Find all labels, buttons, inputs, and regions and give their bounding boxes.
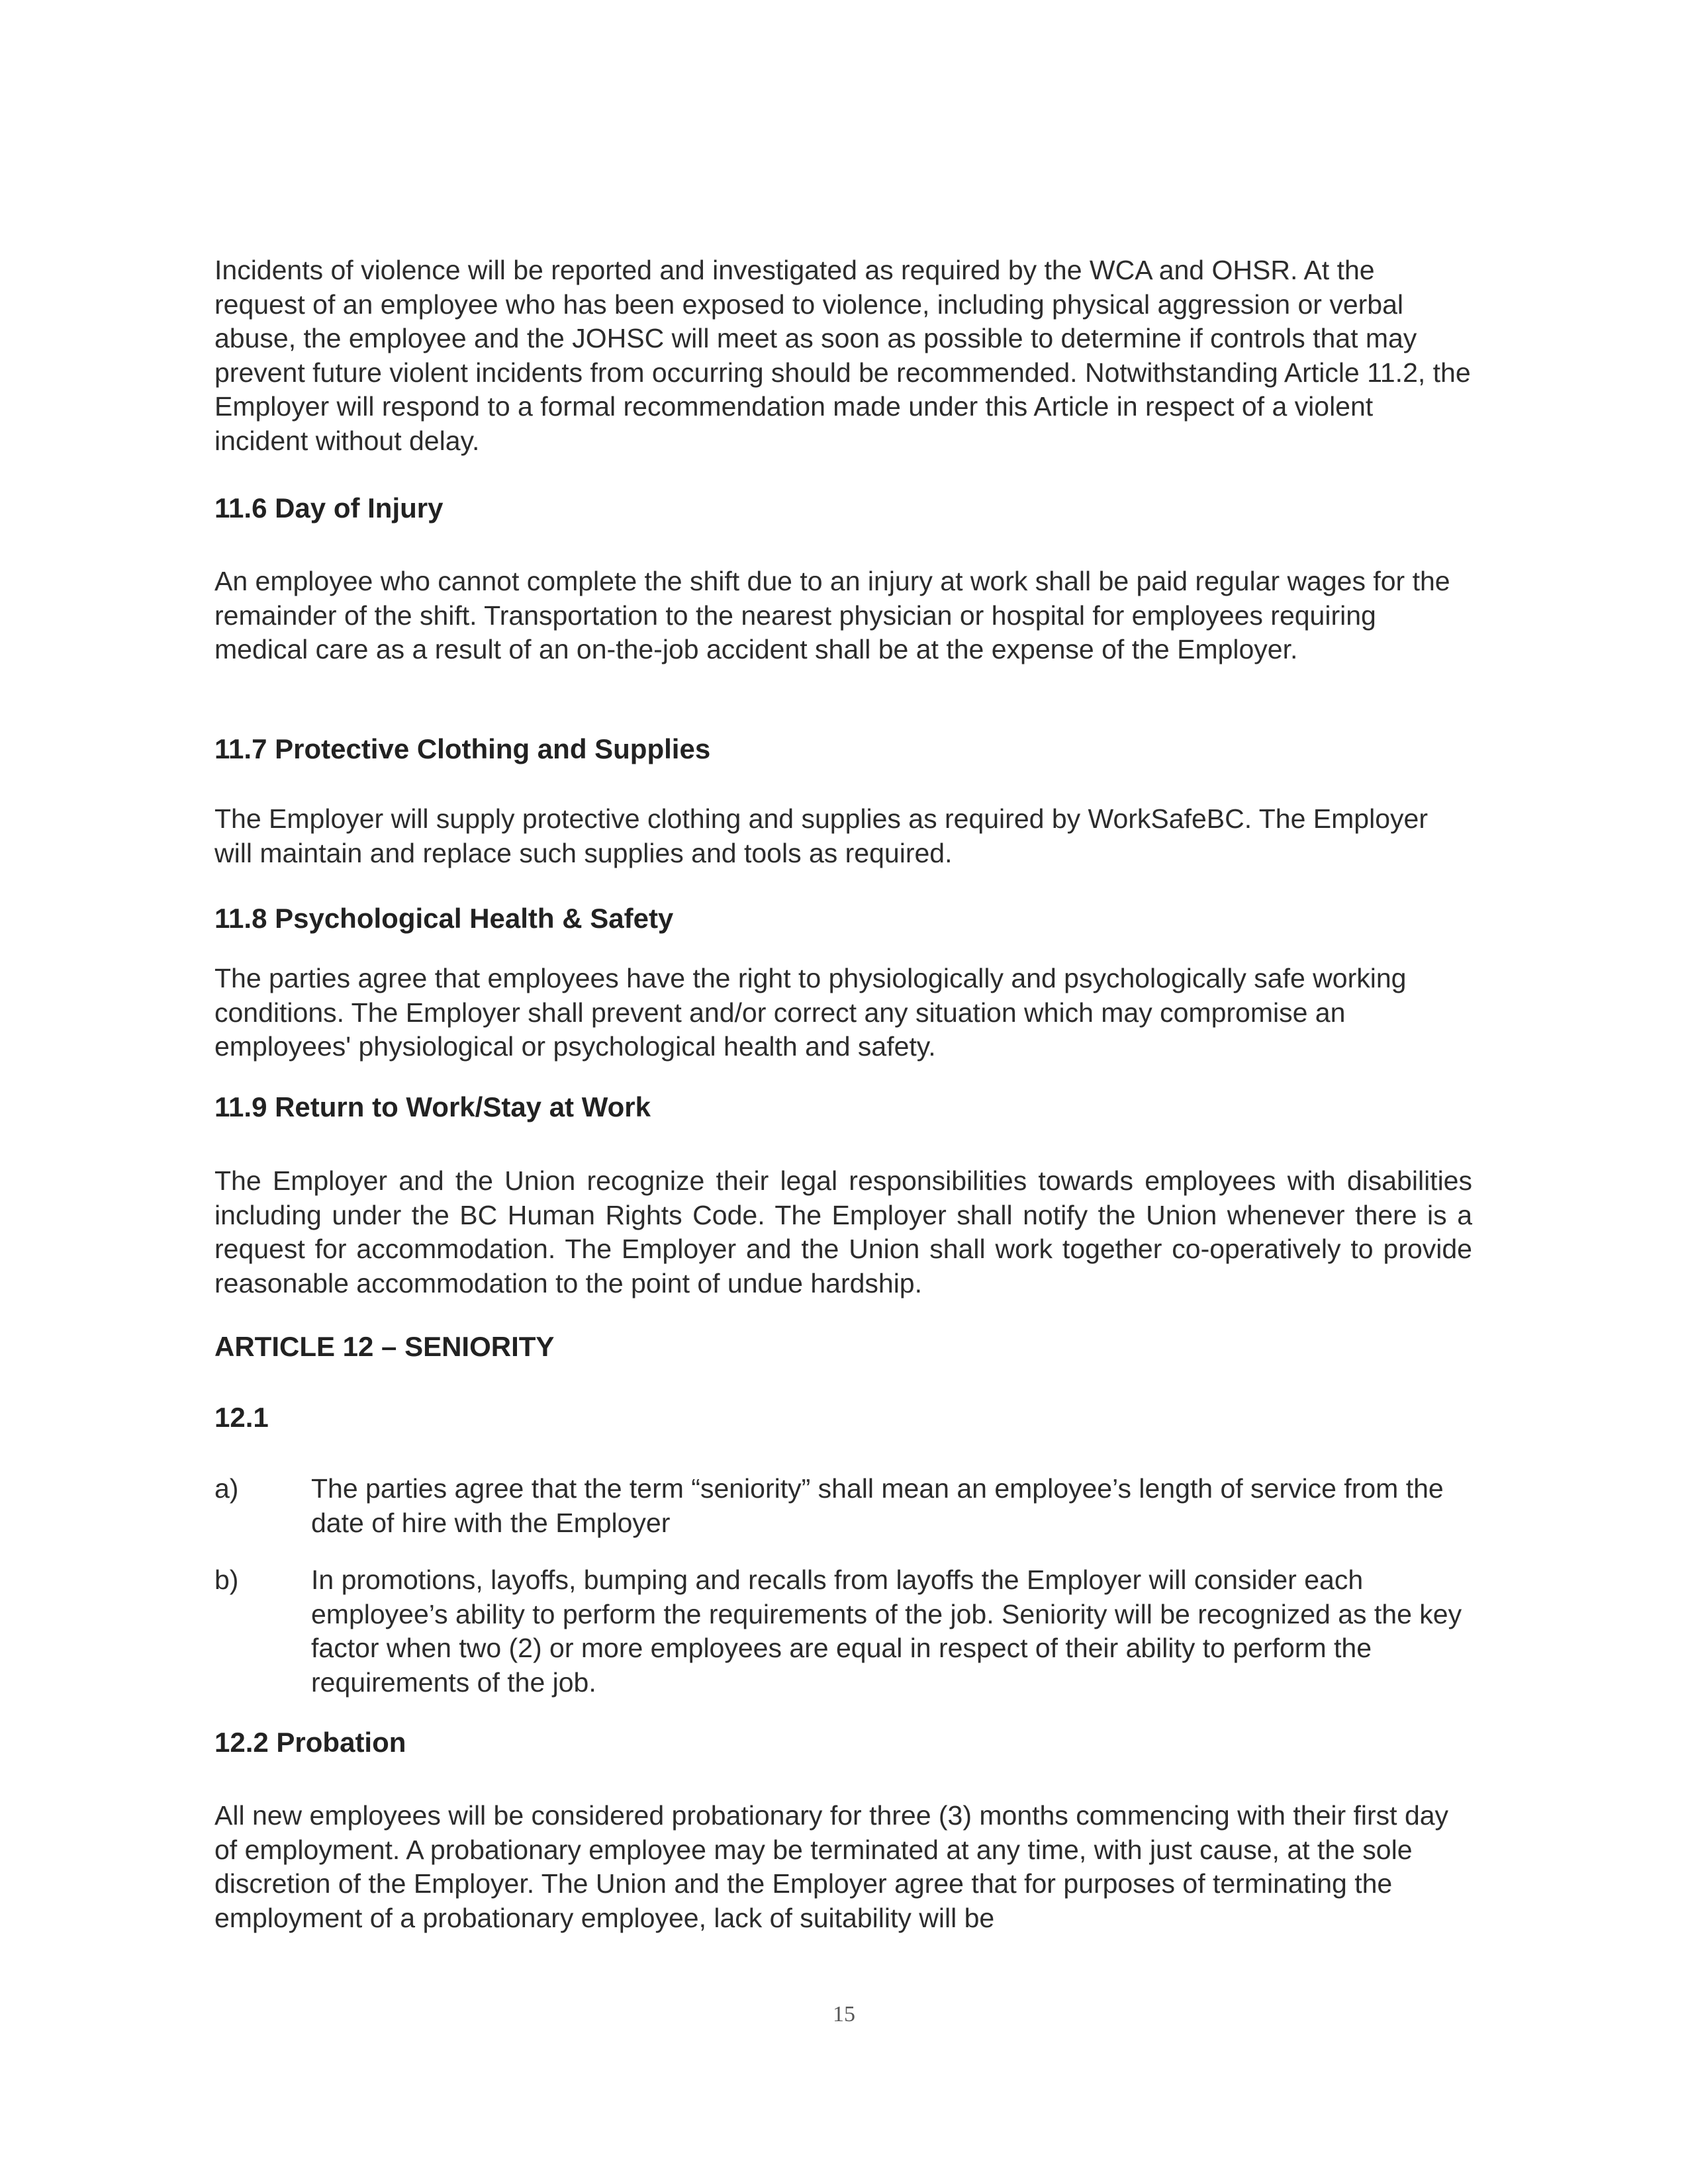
- section-11-8-heading: 11.8 Psychological Health & Safety: [214, 903, 674, 934]
- section-12-1-heading: 12.1: [214, 1402, 269, 1433]
- list-marker-a: a): [214, 1473, 239, 1504]
- section-11-7-heading: 11.7 Protective Clothing and Supplies: [214, 733, 711, 764]
- list-text-a: The parties agree that the term “seniority” shall mean an employee’s length of service from the date of hire with the Employer: [311, 1473, 1444, 1538]
- section-12-2-heading: 12.2 Probation: [214, 1727, 406, 1758]
- section-11-6-heading-block: [214, 492, 1472, 525]
- section-11-9-body: The Employer and the Union recognize their legal responsibilities towards employees with disabilities including under the BC Human Rights Code. The Employer shall notify the Union whenever there is a request for accommodation. The Employer and the Union shall work together co-operatively to provide reasonable accommodation to the point of undue hardship.: [214, 1165, 1472, 1298]
- section-11-8-heading-block: [214, 902, 1472, 935]
- section-11-8-body-block: [214, 962, 1472, 1064]
- section-12-2-body-block: [214, 1799, 1472, 1935]
- article-12-heading: ARTICLE 12 – SENIORITY: [214, 1331, 555, 1362]
- section-12-2-heading-block: [214, 1726, 1472, 1759]
- section-12-2-body: All new employees will be considered probationary for three (3) months commencing with their first day of employment. A probationary employee may be terminated at any time, with just cause, at the sole discretion of the Employer. The Union and the Employer agree that for purposes of terminating the employment of a probationary employee, lack of suitability will be: [214, 1800, 1449, 1933]
- section-11-9-heading-block: [214, 1091, 1472, 1124]
- section-11-7-body: The Employer will supply protective clothing and supplies as required by WorkSafeBC. The Employer will maintain and replace such supplies and tools as required.: [214, 803, 1428, 868]
- section-11-8-body: The parties agree that employees have the right to physiologically and psychologically safe working conditions. The Employer shall prevent and/or correct any situation which may compromise an employees' physiological or psychological health and safety.: [214, 963, 1407, 1062]
- section-12-1-heading-block: [214, 1401, 1472, 1434]
- section-11-6-body-block: [214, 565, 1472, 667]
- intro-paragraph-block: [214, 253, 1472, 458]
- list-text-b: In promotions, layoffs, bumping and recalls from layoffs the Employer will consider each employee’s ability to perform the requirements of the job. Seniority will be recognized as the key factor when two (2) or more employees are equal in respect of their ability to perform the requirements of the job.: [311, 1565, 1462, 1698]
- section-11-6-heading: 11.6 Day of Injury: [214, 492, 444, 523]
- section-11-9-body-block: [214, 1164, 1472, 1300]
- section-11-6-body: An employee who cannot complete the shift due to an injury at work shall be paid regular wages for the remainder of the shift. Transportation to the nearest physician or hospital for employees requiring medical care as a result of an on-the-job accident shall be at the expense of the Employer.: [214, 566, 1450, 664]
- section-11-7-body-block: [214, 802, 1472, 870]
- section-11-7-heading-block: [214, 733, 1472, 766]
- page-number: 15: [833, 2002, 855, 2026]
- article-12-heading-block: [214, 1330, 1472, 1363]
- list-marker-b: b): [214, 1565, 239, 1595]
- intro-paragraph: Incidents of violence will be reported and investigated as required by the WCA and OHSR. At the request of an employee who has been exposed to violence, including physical aggression or verbal abuse, the employee and the JOHSC will meet as soon as possible to determine if controls that may prevent future violent incidents from occurring should be recommended. Notwithstanding Article 11.2, the Employer will respond to a formal recommendation made under this Article in respect of a violent incident without delay.: [214, 255, 1471, 456]
- section-11-9-heading: 11.9 Return to Work/Stay at Work: [214, 1091, 651, 1122]
